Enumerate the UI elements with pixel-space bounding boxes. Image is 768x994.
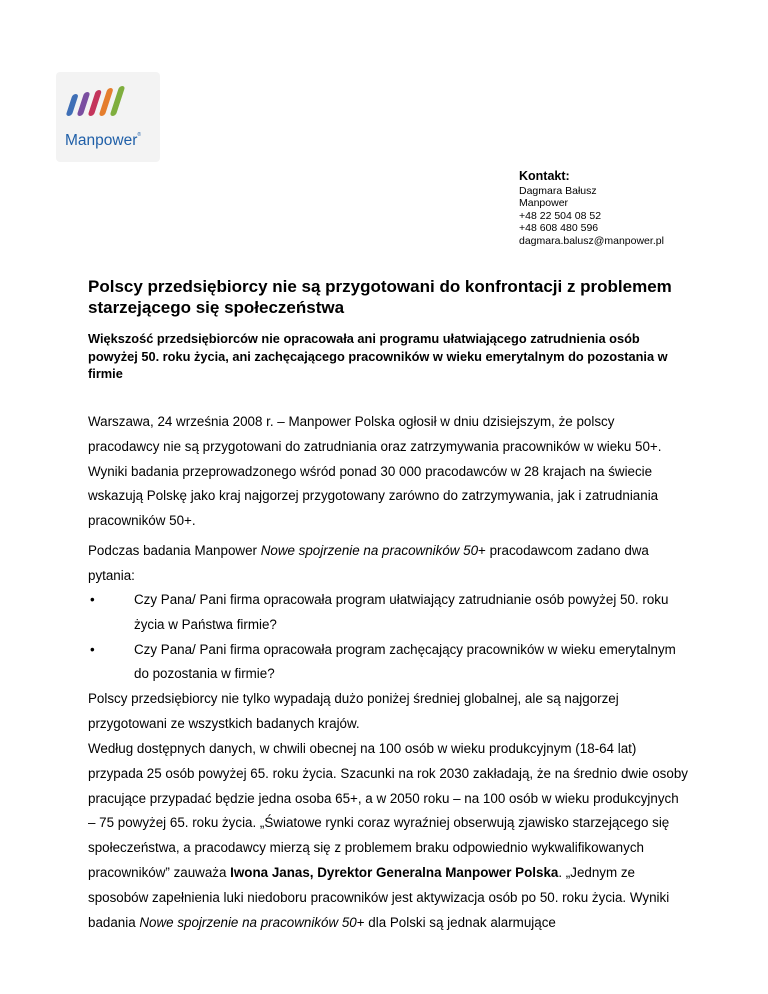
document-title: Polscy przedsiębiorcy nie są przygotowani do konfrontacji z problemem starzejącego się społeczeństwa xyxy=(88,277,672,317)
quoted-person: Iwona Janas, Dyrektor Generalna Manpower Polska xyxy=(230,864,559,880)
study-title: Nowe spojrzenie na pracowników 50 xyxy=(139,914,357,930)
logo-stripe xyxy=(66,94,79,116)
bullet-icon: • xyxy=(90,592,95,607)
study-title: Nowe spojrzenie na pracowników 50 xyxy=(260,543,479,558)
paragraph-survey: Podczas badania Manpower Nowe spojrzenie na pracowników 50+ pracodawcom zadano dwa pytania: xyxy=(88,543,649,583)
document-subtitle: Większość przedsiębiorców nie opracowała ani programu ułatwiającego zatrudnienia osób powyżej 50. roku życia, ani zachęcającego pracowników w wieku emerytalnym do pozostania w firmie xyxy=(88,331,668,381)
bullet-icon: • xyxy=(90,641,95,657)
question-text: Czy Pana/ Pani firma opracowała program zachęcający pracowników w wieku emerytalnym do pozostania w firmie? xyxy=(134,641,676,682)
logo-stripe xyxy=(77,92,91,116)
contact-phone: +48 22 504 08 52 xyxy=(519,209,602,222)
paragraph-ranking: Polscy przedsiębiorcy nie tylko wypadają dużo poniżej średniej globalnej, ale są najgorzej przygotowani ze wszystkich badanych krajów. xyxy=(88,691,619,731)
contact-name: Dagmara Bałusz xyxy=(519,184,597,197)
manpower-logo xyxy=(56,72,160,162)
list-item xyxy=(88,588,688,638)
paragraph-demographics: Według dostępnych danych, w chwili obecnej na 100 osób w wieku produkcyjnym (18-64 lat) przypada 25 osób powyżej 65. roku życia. Szacunki na rok 2030 zakładają, że na średnio dwie osoby pracujące przypadać będzie jedna osoba 65+, a w 2050 roku – na 100 osób w wieku produkcyjnych – 75 powyżej 65. roku życia. „Światowe rynki coraz wyraźniej obserwują zjawisko starzejącego się społeczeństwa, a pracodawcy mierzą się z problemem braku odpowiednio wykwalifikowanych pracowników” zauważa Iwona Janas, Dyrektor Generalna Manpower Polska. „Jednym ze sposobów zapełnienia luki niedoboru pracowników jest aktywizacja osób po 50. roku życia. Wyniki badania Nowe spojrzenie na pracowników 50+ dla Polski są jednak alarmujące xyxy=(88,741,688,930)
manpower-logo-stripes-icon xyxy=(66,84,150,124)
contact-mobile: +48 608 480 596 xyxy=(519,222,599,234)
question-text: Czy Pana/ Pani firma opracowała program ułatwiający zatrudnianie osób powyżej 50. roku życia w Państwa firmie? xyxy=(134,592,669,632)
paragraph-intro: Warszawa, 24 września 2008 r. – Manpower Polska ogłosił w dniu dzisiejszym, że polscy pracodawcy nie są przygotowani do zatrudniania oraz zatrzymywania pracowników w wieku 50+. Wyniki badania przeprowadzonego wśród ponad 30 000 pracodawców w 28 krajach na świecie wskazują Polskę jako kraj najgorzej przygotowany zarówno do zatrzymywania, jak i zatrudniania pracowników 50+. xyxy=(88,414,662,529)
contact-email[interactable]: dagmara.balusz@manpower.pl xyxy=(519,234,664,247)
logo-wordmark: Manpower® xyxy=(65,132,142,149)
question-list xyxy=(88,588,688,687)
contact-block xyxy=(519,170,664,247)
contact-company: Manpower xyxy=(519,197,569,209)
list-item xyxy=(88,638,688,688)
contact-label: Kontakt: xyxy=(519,169,570,183)
